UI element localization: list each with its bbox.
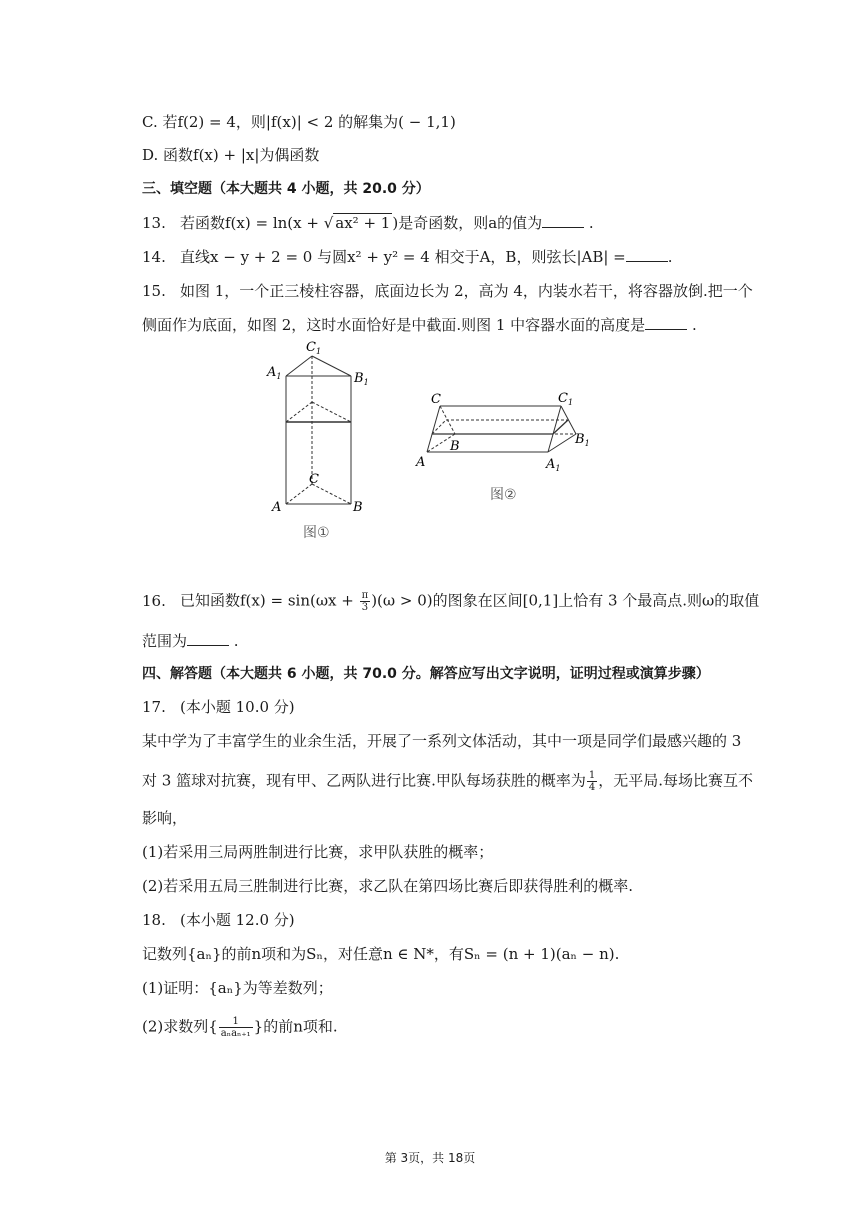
q15-text-1: 如图 1，一个正三棱柱容器，底面边长为 2，高为 4，内装水若干，将容器放倒.把一个	[180, 282, 753, 300]
q18-frac-num: 1	[219, 1016, 253, 1028]
q18-number: 18.	[142, 911, 166, 929]
q17-line2-pre: 对 3 篮球对抗赛，现有甲、乙两队进行比赛.甲队每场获胜的概率为	[142, 771, 586, 790]
fig1-label-c1: $C_1$	[306, 340, 322, 356]
q18-part2-post: }的前n项和.	[253, 1017, 338, 1036]
q18-fraction	[219, 1016, 253, 1039]
q17-frac-num: 1	[588, 770, 596, 781]
q17-frac-den: 4	[588, 782, 596, 793]
q13-tail: .	[584, 214, 594, 232]
section3-heading: 三、填空题（本大题共 4 小题，共 20.0 分）	[142, 181, 430, 197]
fig1-caption: 图①	[303, 525, 330, 541]
q16-line2: 范围为	[142, 632, 188, 650]
q16-fraction	[360, 590, 371, 613]
page-footer: 第 3页，共 18页	[384, 1151, 476, 1165]
q13-number: 13.	[142, 214, 166, 232]
question-15-line1	[142, 281, 753, 301]
figure-2-prism	[412, 390, 602, 510]
option-c: C. 若f(2) = 4，则|f(x)| < 2 的解集为( − 1,1)	[142, 113, 456, 131]
q16-pre: 已知函数f(x) = sin(ωx +	[180, 591, 359, 610]
q13-answer-blank[interactable]	[542, 213, 584, 228]
figure-1-prism	[262, 336, 382, 546]
question-16-line2	[142, 631, 239, 651]
q14-answer-blank[interactable]	[626, 247, 668, 262]
fig1-label-b1: $B_1$	[354, 371, 369, 387]
question-15-line2	[142, 315, 697, 335]
fig1-label-c: C	[309, 472, 319, 487]
fig2-label-a: A	[416, 455, 426, 470]
q16-number: 16.	[142, 591, 166, 610]
sqrt-symbol: √	[323, 214, 334, 232]
fig2-label-b1: $B_1$	[575, 432, 590, 448]
question-14	[142, 247, 673, 267]
q17-line2	[142, 770, 753, 793]
q18-line1: 记数列{aₙ}的前n项和为Sₙ，对任意n ∈ N*，有Sₙ = (n + 1)(aₙ − n).	[142, 945, 620, 963]
q16-frac-num: π	[361, 590, 369, 601]
fig2-caption: 图②	[490, 487, 517, 503]
q13-post: )是奇函数，则a的值为	[392, 214, 543, 232]
q17-line3: 影响，	[142, 809, 188, 827]
q14-tail: .	[667, 248, 673, 266]
fig2-label-a1: $A_1$	[546, 457, 561, 473]
q13-pre: 若函数f(x) = ln(x +	[180, 214, 324, 232]
q18-part2-pre: (2)求数列{	[142, 1017, 218, 1036]
q14-number: 14.	[142, 248, 166, 266]
q16-answer-blank[interactable]	[187, 631, 229, 646]
q17-score: (本小题 10.0 分)	[180, 698, 295, 716]
question-16-line1	[142, 590, 759, 613]
q18-part1: (1)证明：{aₙ}为等差数列；	[142, 979, 333, 997]
fig1-label-a: A	[272, 500, 282, 515]
q14-text: 直线x − y + 2 = 0 与圆x² + y² = 4 相交于A，B，则弦长|AB| =	[180, 248, 626, 266]
q13-radicand: ax² + 1	[335, 214, 391, 232]
q15-answer-blank[interactable]	[645, 315, 687, 330]
q18-part2	[142, 1016, 338, 1039]
q17-part1: (1)若采用三局两胜制进行比赛，求甲队获胜的概率；	[142, 843, 494, 861]
q16-post: )(ω > 0)的图象在区间[0,1]上恰有 3 个最高点.则ω的取值	[371, 591, 760, 610]
fig2-label-b: B	[450, 439, 460, 454]
q18-score: (本小题 12.0 分)	[180, 911, 295, 929]
q17-number: 17.	[142, 698, 166, 716]
q18-frac-den: aₙaₙ₊₁	[220, 1028, 251, 1039]
section4-heading: 四、解答题（本大题共 6 小题，共 70.0 分。解答应写出文字说明，证明过程或演算步骤）	[142, 666, 710, 682]
question-18-header	[142, 910, 295, 930]
q15-text-2: 侧面作为底面，如图 2，这时水面恰好是中截面.则图 1 中容器水面的高度是	[142, 316, 646, 334]
fig1-label-b: B	[353, 500, 363, 515]
question-17-header	[142, 697, 295, 717]
q17-line1: 某中学为了丰富学生的业余生活，开展了一系列文体活动，其中一项是同学们最感兴趣的 3	[142, 732, 742, 750]
fig2-label-c1: $C_1$	[558, 391, 574, 407]
q16-frac-den: 3	[361, 602, 369, 613]
q17-line2-post: ，无平局.每场比赛互不	[598, 771, 754, 790]
question-13	[142, 213, 594, 233]
q17-fraction	[587, 770, 597, 793]
q17-part2: (2)若采用五局三胜制进行比赛，求乙队在第四场比赛后即获得胜利的概率.	[142, 877, 634, 895]
q16-tail: .	[229, 632, 239, 650]
option-d: D. 函数f(x) + |x|为偶函数	[142, 146, 320, 164]
fig2-label-c: C	[431, 392, 441, 407]
q15-tail: .	[687, 316, 697, 334]
q15-number: 15.	[142, 282, 166, 300]
fig1-label-a1: $A_1$	[267, 365, 282, 381]
